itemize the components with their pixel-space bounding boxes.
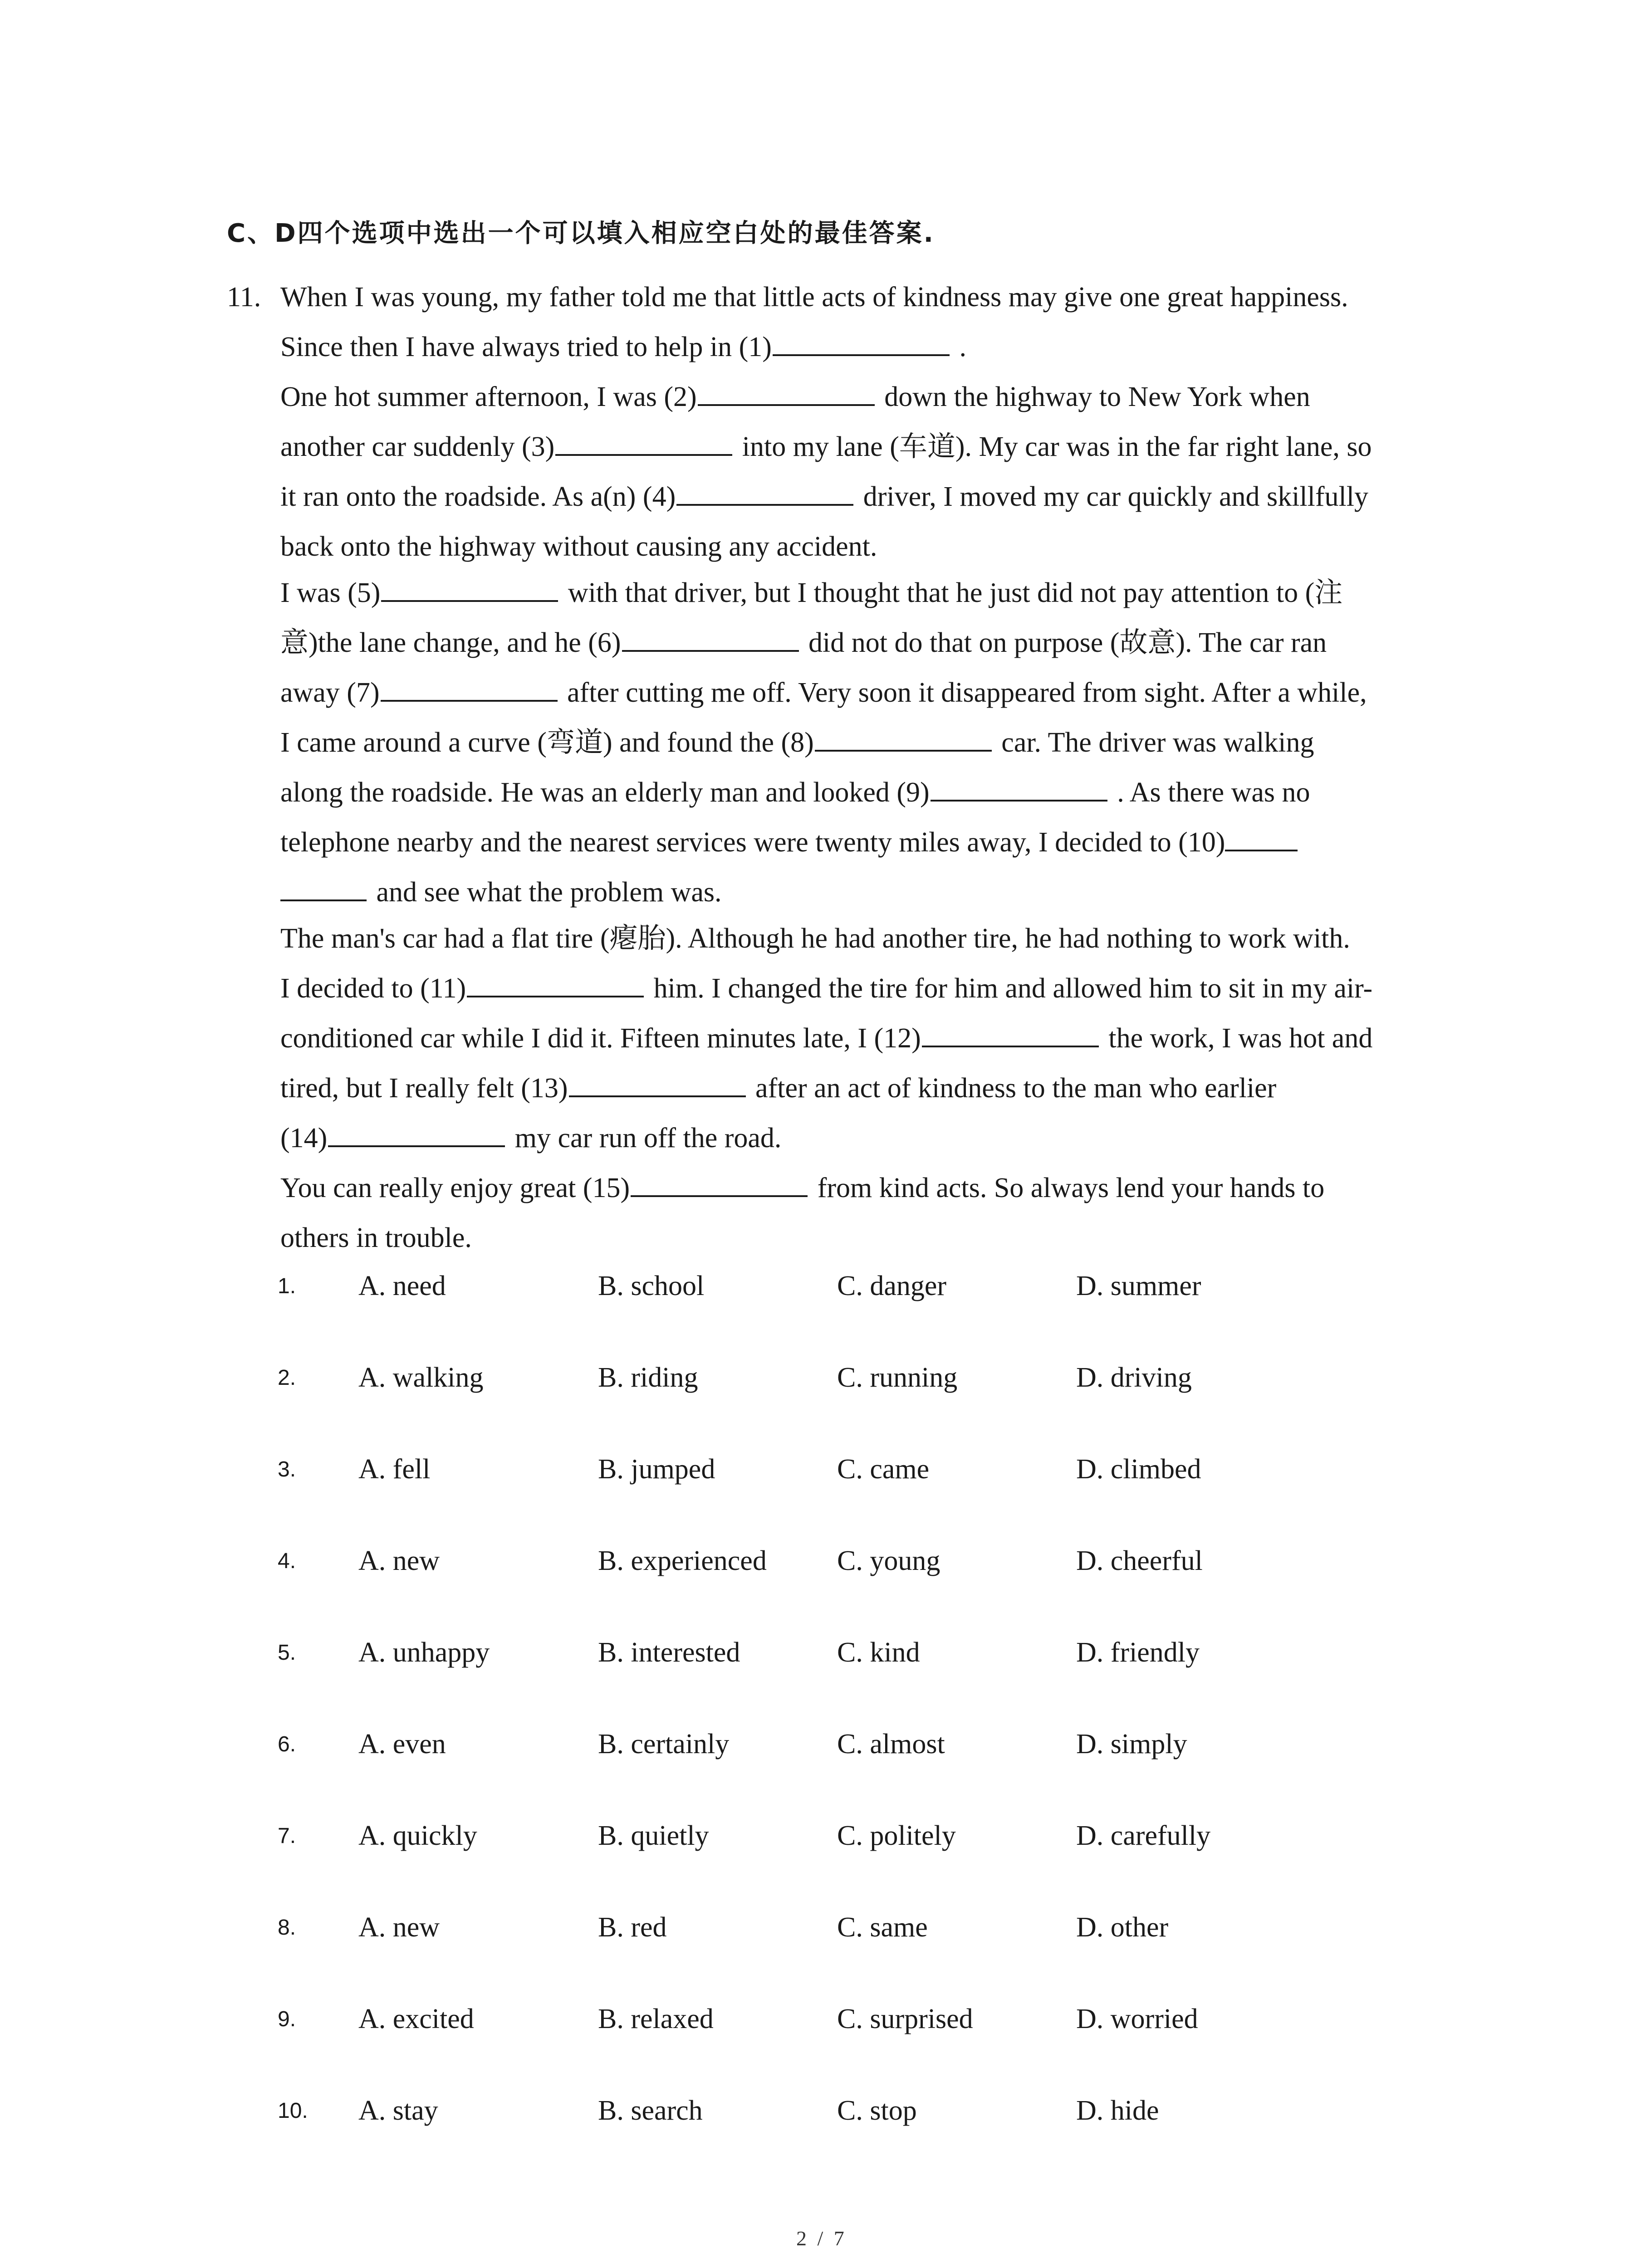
option-row bbox=[0, 1911, 1641, 1957]
option-a: A. new bbox=[358, 1545, 440, 1576]
answer-blank-6 bbox=[622, 622, 799, 652]
passage-text: along the roadside. He was an elderly man and looked (9) bbox=[280, 777, 930, 808]
passage-line bbox=[280, 422, 1460, 472]
option-number: 8. bbox=[278, 1916, 296, 1940]
option-c: C. stop bbox=[837, 2095, 917, 2126]
passage-text: with that driver, but I thought that he just did not pay attention to (注 bbox=[561, 577, 1343, 608]
option-row bbox=[0, 1820, 1641, 1865]
option-number: 9. bbox=[278, 2007, 296, 2031]
answer-blank-4 bbox=[676, 476, 853, 506]
option-row bbox=[0, 2003, 1641, 2048]
passage-line bbox=[280, 522, 1460, 568]
option-b: B. interested bbox=[598, 1637, 740, 1668]
passage-text: I came around a curve (弯道) and found the (8) bbox=[280, 727, 814, 758]
option-number: 7. bbox=[278, 1824, 296, 1848]
passage-text: it ran onto the roadside. As a(n) (4) bbox=[280, 481, 676, 512]
option-number: 6. bbox=[278, 1732, 296, 1756]
option-number: 4. bbox=[278, 1549, 296, 1573]
option-d: D. climbed bbox=[1076, 1454, 1201, 1485]
passage-text: tired, but I really felt (13) bbox=[280, 1073, 568, 1104]
passage-text: One hot summer afternoon, I was (2) bbox=[280, 381, 697, 412]
option-number: 5. bbox=[278, 1641, 296, 1665]
passage-text: after cutting me off. Very soon it disappeared from sight. After a while, bbox=[560, 677, 1367, 708]
option-c: C. danger bbox=[837, 1271, 947, 1301]
passage-text: telephone nearby and the nearest services were twenty miles away, I decided to (10) bbox=[280, 827, 1225, 858]
answer-blank-13 bbox=[569, 1067, 746, 1097]
option-row bbox=[0, 2095, 1641, 2140]
option-row bbox=[0, 1637, 1641, 1682]
option-d: D. simply bbox=[1076, 1729, 1187, 1760]
passage-line bbox=[280, 867, 1460, 914]
option-row bbox=[0, 1362, 1641, 1407]
passage-line bbox=[280, 1063, 1460, 1113]
option-number: 3. bbox=[278, 1457, 296, 1481]
passage-text: him. I changed the tire for him and allowed him to sit in my air- bbox=[647, 973, 1373, 1004]
passage-line bbox=[280, 817, 1460, 867]
option-a: A. new bbox=[358, 1912, 440, 1943]
passage-text: down the highway to New York when bbox=[877, 381, 1310, 412]
passage-text: into my lane (车道). My car was in the far right lane, so bbox=[735, 431, 1372, 462]
option-a: A. even bbox=[358, 1729, 446, 1760]
passage-text: back onto the highway without causing any accident. bbox=[280, 531, 877, 562]
option-a: A. walking bbox=[358, 1362, 484, 1393]
passage-text: I was (5) bbox=[280, 577, 381, 608]
option-c: C. young bbox=[837, 1545, 941, 1576]
option-row bbox=[0, 1545, 1641, 1590]
passage-text: car. The driver was walking bbox=[994, 727, 1314, 758]
passage-text: You can really enjoy great (15) bbox=[280, 1173, 630, 1203]
answer-blank-11 bbox=[467, 968, 644, 997]
option-d: D. hide bbox=[1076, 2095, 1159, 2126]
passage-text: 意)the lane change, and he (6) bbox=[280, 627, 621, 658]
cloze-passage bbox=[280, 272, 1460, 1263]
option-c: C. same bbox=[837, 1912, 928, 1943]
option-b: B. quietly bbox=[598, 1820, 709, 1851]
passage-line bbox=[280, 322, 1460, 372]
passage-line bbox=[280, 618, 1460, 668]
passage-line bbox=[280, 914, 1460, 963]
answer-blank-5 bbox=[381, 572, 558, 602]
passage-text: . As there was no bbox=[1110, 777, 1310, 808]
passage-line bbox=[280, 568, 1460, 618]
option-a: A. quickly bbox=[358, 1820, 477, 1851]
answer-blank-9 bbox=[931, 772, 1107, 802]
option-a: A. unhappy bbox=[358, 1637, 490, 1668]
answer-blank-10-part2 bbox=[280, 871, 367, 901]
passage-line bbox=[280, 1013, 1460, 1063]
option-number: 1. bbox=[278, 1274, 296, 1298]
option-d: D. summer bbox=[1076, 1271, 1201, 1301]
option-b: B. relaxed bbox=[598, 2004, 714, 2034]
option-a: A. stay bbox=[358, 2095, 438, 2126]
option-number: 2. bbox=[278, 1366, 296, 1390]
passage-text: away (7) bbox=[280, 677, 380, 708]
passage-line bbox=[280, 963, 1460, 1013]
passage-text: another car suddenly (3) bbox=[280, 431, 555, 462]
answer-blank-10-part1 bbox=[1225, 821, 1298, 851]
passage-text: after an act of kindness to the man who earlier bbox=[748, 1073, 1277, 1104]
option-b: B. search bbox=[598, 2095, 703, 2126]
passage-line bbox=[280, 1113, 1460, 1163]
option-c: C. kind bbox=[837, 1637, 920, 1668]
answer-blank-3 bbox=[555, 426, 732, 456]
answer-blank-14 bbox=[328, 1117, 505, 1147]
passage-line bbox=[280, 372, 1460, 422]
option-c: C. almost bbox=[837, 1729, 945, 1760]
option-b: B. school bbox=[598, 1271, 705, 1301]
answer-blank-15 bbox=[631, 1167, 808, 1197]
answer-blank-12 bbox=[922, 1017, 1099, 1047]
passage-text: driver, I moved my car quickly and skillfully bbox=[856, 481, 1368, 512]
option-b: B. riding bbox=[598, 1362, 698, 1393]
passage-text: my car run off the road. bbox=[508, 1123, 782, 1154]
answer-blank-1 bbox=[773, 326, 950, 356]
passage-text: . bbox=[952, 332, 966, 362]
passage-line bbox=[280, 668, 1460, 718]
option-b: B. experienced bbox=[598, 1545, 767, 1576]
answer-blank-8 bbox=[815, 722, 992, 752]
option-b: B. jumped bbox=[598, 1454, 715, 1485]
answer-blank-2 bbox=[698, 376, 875, 406]
option-d: D. driving bbox=[1076, 1362, 1192, 1393]
passage-line bbox=[280, 718, 1460, 767]
passage-line bbox=[280, 272, 1460, 322]
option-a: A. need bbox=[358, 1271, 446, 1301]
passage-text: conditioned car while I did it. Fifteen minutes late, I (12) bbox=[280, 1023, 921, 1054]
passage-text: I decided to (11) bbox=[280, 973, 466, 1004]
instruction-heading: C、D四个选项中选出一个可以填入相应空白处的最佳答案. bbox=[227, 219, 935, 248]
option-b: B. certainly bbox=[598, 1729, 730, 1760]
passage-text: from kind acts. So always lend your hands to bbox=[810, 1173, 1325, 1203]
option-d: D. friendly bbox=[1076, 1637, 1200, 1668]
option-d: D. carefully bbox=[1076, 1820, 1211, 1851]
option-number: 10. bbox=[278, 2099, 308, 2123]
option-c: C. surprised bbox=[837, 2004, 973, 2034]
passage-line bbox=[280, 1163, 1460, 1213]
option-row bbox=[0, 1728, 1641, 1774]
option-c: C. came bbox=[837, 1454, 930, 1485]
passage-text: and see what the problem was. bbox=[369, 877, 722, 908]
option-c: C. running bbox=[837, 1362, 958, 1393]
option-d: D. other bbox=[1076, 1912, 1169, 1943]
passage-text: (14) bbox=[280, 1123, 328, 1154]
passage-text: Since then I have always tried to help in (1) bbox=[280, 332, 772, 362]
option-d: D. cheerful bbox=[1076, 1545, 1203, 1576]
option-d: D. worried bbox=[1076, 2004, 1198, 2034]
option-a: A. excited bbox=[358, 2004, 474, 2034]
option-row bbox=[0, 1270, 1641, 1315]
option-b: B. red bbox=[598, 1912, 667, 1943]
passage-line bbox=[280, 472, 1460, 522]
passage-text: When I was young, my father told me that little acts of kindness may give one great happiness. bbox=[280, 282, 1348, 313]
option-a: A. fell bbox=[358, 1454, 431, 1485]
page-number: 2 / 7 bbox=[796, 2227, 847, 2250]
passage-text: others in trouble. bbox=[280, 1222, 472, 1253]
passage-text: the work, I was hot and bbox=[1101, 1023, 1373, 1054]
passage-line bbox=[280, 1213, 1460, 1263]
option-c: C. politely bbox=[837, 1820, 956, 1851]
option-row bbox=[0, 1453, 1641, 1499]
passage-text: The man's car had a flat tire (瘪胎). Although he had another tire, he had nothing to work with. bbox=[280, 923, 1350, 954]
answer-blank-7 bbox=[381, 672, 558, 702]
passage-line bbox=[280, 767, 1460, 817]
passage-text: did not do that on purpose (故意). The car ran bbox=[801, 627, 1327, 658]
question-number: 11. bbox=[227, 282, 261, 313]
